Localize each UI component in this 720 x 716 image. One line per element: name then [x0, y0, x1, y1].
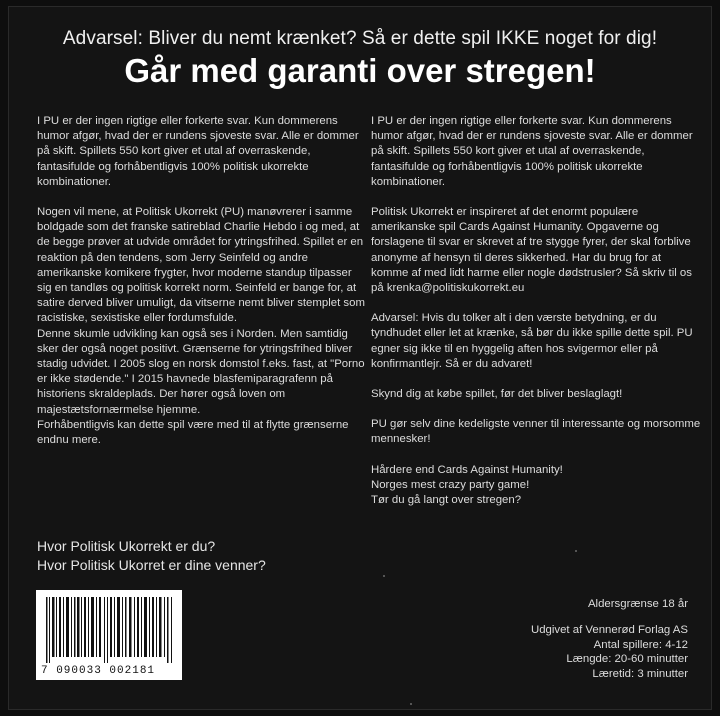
right-paragraph-1: I PU er der ingen rigtige eller forkerte svar. Kun dommerens humor afgør, hvad der er rundens sjoveste svar. Alle er dommer på skift. Spillets 550 kort giver et utal af overraskende, fantasifulde og forhåbentligvis 100% politisk ukorrekte kombinationer. [371, 115, 693, 188]
tagline: Norges mest crazy party game! [371, 478, 530, 491]
warning-line: Advarsel: Bliver du nemt krænket? Så er dette spil IKKE noget for dig! [62, 28, 658, 49]
right-paragraph-4: Skynd dig at købe spillet, før det bliver beslaglagt! [371, 388, 623, 401]
left-paragraph-2: Nogen vil mene, at Politisk Ukorrekt (PU) manøvrerer i samme boldgade som det franske satireblad Charlie Hebdo i og med, at de begge prøver at udvide området for ytringsfrihed. Spillet er en reaktion på den tendens, som Jerry Seinfeld og andre amerikanske komikere frygter, hvor moderne standup tilpasser sig en tandløs og politisk korrekt norm. Seinfeld er bange for, at satire derved bliver umuligt, da vitserne nemt bliver stemplet som racistiske, sexistiske eller fordumsfulde. [37, 206, 365, 325]
barcode-number: 7 090033 002181 [41, 665, 156, 677]
learning-time: Læretid: 3 minutter [592, 667, 688, 680]
barcode [36, 590, 182, 680]
player-count: Antal spillere: 4-12 [593, 638, 688, 651]
left-paragraph-3: Denne skumle udvikling kan også ses i Norden. Men samtidig sker der også noget positivt. Grænserne for ytringsfrihed bliver stadig udvidet. I 2005 slog en norsk domstol f.eks. fast, at "Porno er ikke stødende." I 2015 havnede blasfemiparagrafenn på historiens skraldeplads. Der hører også loven om majestætsfornærmelse hjemme. [37, 327, 365, 416]
question-line: Hvor Politisk Ukorrekt er du? [37, 538, 216, 554]
barcode-bars [46, 597, 174, 663]
tagline: Hårdere end Cards Against Humanity! [371, 463, 563, 476]
publisher: Udgivet af Vennerød Forlag AS [530, 624, 688, 636]
left-paragraph-1: I PU er der ingen rigtige eller forkerte svar. Kun dommerens humor afgør, hvad der er rundens sjoveste svar. Alle er dommer på skift. Spillets 550 kort giver et utal af overraskende, fantasifulde og forhåbentligvis 100% politisk ukorrekte kombinationer. [37, 115, 359, 188]
right-paragraph-5: PU gør selv dine kedeligste venner til interessante og morsomme mennesker! [371, 418, 701, 446]
right-column [371, 114, 701, 508]
age-limit: Aldersgrænse 18 år [587, 598, 688, 610]
speck [383, 575, 385, 577]
left-column [37, 114, 367, 448]
play-length: Længde: 20-60 minutter [566, 653, 688, 665]
questions-block [37, 537, 367, 575]
tagline: Tør du gå langt over stregen? [371, 494, 522, 507]
question-line: Hvor Politisk Ukorret er dine venner? [37, 557, 266, 573]
right-paragraph-2: Politisk Ukorrekt er inspireret af det enormt populære amerikanske spil Cards Against Humanity. Opgaverne og forslagene til svar er skrevet af tre stygge fyrer, der skal forblive anonyme af hensyn til deres sikkerhed. Har du brug for at komme af med lidt harme eller nogle dødstrusler? Så skriv til os på krenka@politiskukorrekt.eu [371, 206, 692, 295]
product-info [428, 623, 688, 681]
speck [410, 703, 412, 705]
left-paragraph-4: Forhåbentligvis kan dette spil være med til at flytte grænserne endnu mere. [37, 418, 349, 447]
speck [575, 550, 577, 552]
headline: Går med garanti over stregen! [124, 52, 596, 89]
right-paragraph-3: Advarsel: Hvis du tolker alt i den værste betydning, er du tyndhudet eller let at krænke, så bør du ikke spille dette spil. PU egner sig ikke til en hyggelig aften hos svigermor eller på konfirmantlejr. Så er du advaret! [371, 312, 693, 370]
